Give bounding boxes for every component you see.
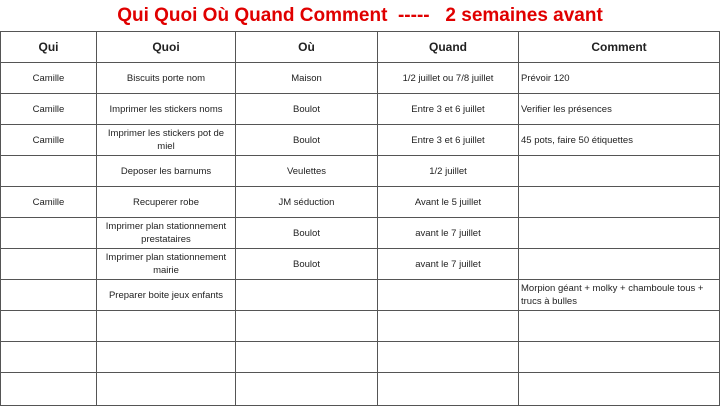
cell-quoi[interactable]: Recuperer robe [97, 187, 236, 218]
table-row [1, 156, 720, 187]
cell-comment[interactable]: Morpion géant + molky + chamboule tous + trucs à bulles [519, 280, 720, 311]
cell-comment[interactable]: Prévoir 120 [519, 63, 720, 94]
cell-qui[interactable] [1, 218, 97, 249]
cell-qui[interactable] [1, 342, 97, 373]
cell-comment[interactable] [519, 218, 720, 249]
cell-quand[interactable]: 1/2 juillet ou 7/8 juillet [378, 63, 519, 94]
cell-quoi[interactable]: Imprimer plan stationnement prestataires [97, 218, 236, 249]
table-row [1, 218, 720, 249]
cell-quoi[interactable] [97, 311, 236, 342]
cell-ou[interactable]: Boulot [236, 125, 378, 156]
cell-comment[interactable] [519, 342, 720, 373]
cell-quand[interactable] [378, 280, 519, 311]
cell-qui[interactable] [1, 156, 97, 187]
cell-comment[interactable] [519, 311, 720, 342]
cell-quoi[interactable]: Preparer boite jeux enfants [97, 280, 236, 311]
cell-ou[interactable]: Boulot [236, 218, 378, 249]
cell-ou[interactable] [236, 311, 378, 342]
table-row [1, 342, 720, 373]
cell-qui[interactable]: Camille [1, 94, 97, 125]
cell-quand[interactable]: Entre 3 et 6 juillet [378, 125, 519, 156]
cell-qui[interactable]: Camille [1, 125, 97, 156]
cell-comment[interactable]: Verifier les présences [519, 94, 720, 125]
cell-ou[interactable]: Maison [236, 63, 378, 94]
cell-quoi[interactable] [97, 342, 236, 373]
cell-quand[interactable] [378, 311, 519, 342]
cell-quand[interactable]: Entre 3 et 6 juillet [378, 94, 519, 125]
table-row [1, 373, 720, 406]
cell-quoi[interactable]: Imprimer les stickers noms [97, 94, 236, 125]
sheet-title: Qui Quoi Où Quand Comment ----- 2 semaines avant [117, 5, 603, 26]
cell-quoi[interactable]: Biscuits porte nom [97, 63, 236, 94]
header-qui[interactable]: Qui [1, 32, 97, 63]
cell-ou[interactable]: JM séduction [236, 187, 378, 218]
header-comment[interactable]: Comment [519, 32, 720, 63]
cell-qui[interactable] [1, 280, 97, 311]
cell-quand[interactable]: avant le 7 juillet [378, 249, 519, 280]
cell-ou[interactable] [236, 373, 378, 406]
cell-comment[interactable] [519, 156, 720, 187]
table-row [1, 280, 720, 311]
cell-comment[interactable]: 45 pots, faire 50 étiquettes [519, 125, 720, 156]
cell-quoi[interactable]: Deposer les barnums [97, 156, 236, 187]
cell-quoi[interactable]: Imprimer plan stationnement mairie [97, 249, 236, 280]
table-row [1, 94, 720, 125]
cell-qui[interactable]: Camille [1, 63, 97, 94]
cell-qui[interactable] [1, 311, 97, 342]
table-row [1, 187, 720, 218]
cell-quand[interactable]: 1/2 juillet [378, 156, 519, 187]
cell-qui[interactable] [1, 249, 97, 280]
header-row [1, 32, 720, 63]
cell-quand[interactable]: Avant le 5 juillet [378, 187, 519, 218]
table-row [1, 249, 720, 280]
cell-quoi[interactable]: Imprimer les stickers pot de miel [97, 125, 236, 156]
header-quoi[interactable]: Quoi [97, 32, 236, 63]
cell-quand[interactable]: avant le 7 juillet [378, 218, 519, 249]
cell-ou[interactable]: Boulot [236, 94, 378, 125]
cell-qui[interactable] [1, 373, 97, 406]
cell-comment[interactable] [519, 249, 720, 280]
planning-table [0, 31, 720, 406]
cell-ou[interactable]: Veulettes [236, 156, 378, 187]
cell-quand[interactable] [378, 373, 519, 406]
table-row [1, 63, 720, 94]
table-row [1, 311, 720, 342]
header-ou[interactable]: Où [236, 32, 378, 63]
cell-ou[interactable] [236, 342, 378, 373]
cell-comment[interactable] [519, 373, 720, 406]
cell-quand[interactable] [378, 342, 519, 373]
cell-ou[interactable] [236, 280, 378, 311]
cell-quoi[interactable] [97, 373, 236, 406]
cell-qui[interactable]: Camille [1, 187, 97, 218]
cell-ou[interactable]: Boulot [236, 249, 378, 280]
cell-comment[interactable] [519, 187, 720, 218]
table-row [1, 125, 720, 156]
header-quand[interactable]: Quand [378, 32, 519, 63]
